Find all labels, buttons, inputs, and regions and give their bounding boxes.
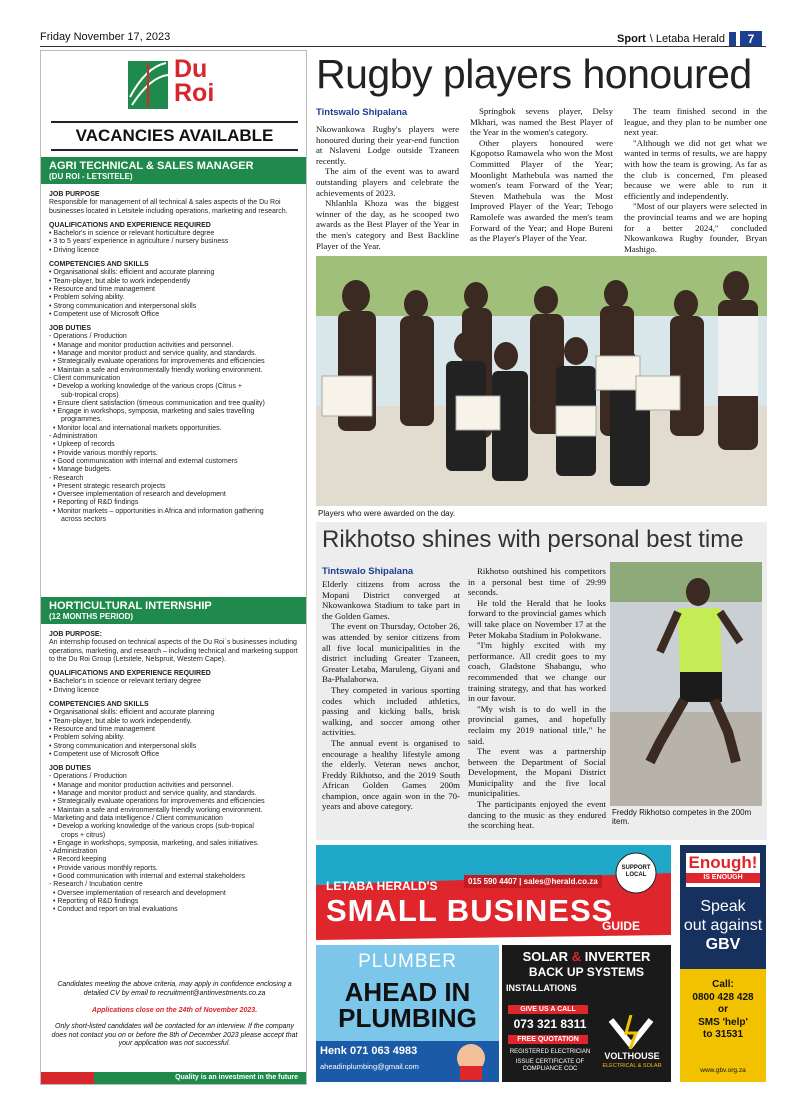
job1-band bbox=[41, 157, 306, 184]
plumbing-brand: AHEAD IN PLUMBING bbox=[338, 977, 477, 1033]
rugby-headline: Rugby players honoured bbox=[316, 51, 752, 97]
section-heading: JOB PURPOSE: bbox=[49, 631, 102, 638]
detail-line: • Develop a working knowledge of the various crops (Citrus + bbox=[53, 383, 243, 391]
solar-quote: FREE QUOTATION bbox=[508, 1035, 588, 1044]
section-name: Sport bbox=[617, 33, 646, 45]
detail-line: • Strong communication and interpersonal skills bbox=[49, 302, 197, 310]
detail-line: - Administration bbox=[49, 433, 98, 441]
article-paragraph: "I'm highly excited with my performance. All credit goes to my coach, Gladstone Shabangu, who recommended that we change our training strategy, and that has worked in our favour. bbox=[468, 640, 606, 704]
solar-inverter-ad bbox=[502, 945, 671, 1082]
duroi-logo-text: Du Roi bbox=[174, 55, 215, 107]
rugby-photo-caption: Players who were awarded on the day. bbox=[318, 509, 456, 518]
solar-installations: INSTALLATIONS bbox=[506, 983, 577, 993]
article-paragraph: The team finished second in the league, and they plan to be number one next year. bbox=[624, 106, 767, 138]
rugby-column-2 bbox=[470, 106, 613, 244]
rugby-players-photo bbox=[316, 256, 767, 506]
detail-line: • 3 to 5 years' experience in agriculture / nursery business bbox=[49, 238, 229, 246]
detail-line: • Engage in workshops, symposia, marketing and sales travelling bbox=[53, 408, 255, 416]
detail-line: • Maintain a safe and environmentally friendly working environment. bbox=[53, 806, 263, 814]
detail-line: • Oversee implementation of research and development bbox=[53, 491, 226, 499]
gbv-ad bbox=[680, 845, 766, 1082]
detail-line: • Organisational skills: efficient and accurate planning bbox=[49, 709, 215, 717]
rikhotso-headline: Rikhotso shines with personal best time bbox=[322, 526, 744, 553]
plumber-email: aheadinplumbing@gmail.com bbox=[320, 1062, 419, 1071]
detail-line: - Marketing and data intelligence / Client communication bbox=[49, 814, 223, 822]
job2-subtitle: (12 MONTHS PERIOD) bbox=[49, 612, 134, 621]
plumber-ad bbox=[316, 945, 499, 1082]
detail-line: - Operations / Production bbox=[49, 773, 127, 781]
detail-line: • Reporting of R&D findings bbox=[53, 897, 139, 905]
article-paragraph: Elderly citizens from across the Mopani District converged at Nkowankowa Stadium to take part in the Golden Games. bbox=[322, 579, 460, 621]
detail-line: • Organisational skills: efficient and accurate planning bbox=[49, 269, 215, 277]
solar-registered: REGISTERED ELECTRICIAN bbox=[509, 1049, 591, 1055]
detail-line: • Strong communication and interpersonal skills bbox=[49, 742, 197, 750]
detail-line: • Strategically evaluate operations for improvements and efficiencies bbox=[53, 798, 265, 806]
section-heading: COMPETENCIES AND SKILLS bbox=[49, 261, 149, 269]
paper-name: \ Letaba Herald bbox=[649, 33, 725, 45]
rugby-column-1 bbox=[316, 124, 459, 251]
plumber-icon bbox=[446, 1040, 496, 1080]
article-paragraph: Rikhotso outshined his competitors in a personal best time of 29:99 seconds. bbox=[468, 566, 606, 598]
page-header-right bbox=[617, 31, 762, 47]
detail-line: • Present strategic research projects bbox=[53, 482, 166, 490]
section-heading: QUALIFICATIONS AND EXPERIENCE REQUIRED bbox=[49, 670, 211, 678]
detail-line: • Problem solving ability. bbox=[49, 734, 125, 742]
section-heading: COMPETENCIES AND SKILLS bbox=[49, 701, 149, 709]
detail-line: Responsible for management of all technical & sales aspects of the Du Roi businesses located in Letsitele including operations, marketing and research. bbox=[49, 199, 288, 215]
job1-details bbox=[49, 185, 301, 524]
detail-line: • Manage and monitor product and service quality, and standards. bbox=[53, 350, 257, 358]
job1-subtitle: (DU ROI - LETSITELE) bbox=[49, 172, 133, 181]
detail-line: • Reporting of R&D findings bbox=[53, 499, 139, 507]
detail-line: • Ensure client satisfaction (timeous communication and tree quality) bbox=[53, 399, 265, 407]
detail-line: • Manage and monitor product and service quality, and standards. bbox=[53, 790, 257, 798]
gbv-website: www.gbv.org.za bbox=[700, 1067, 746, 1074]
detail-line: - Research bbox=[49, 474, 84, 482]
duroi-logo bbox=[126, 57, 236, 115]
plumber-title: PLUMBER bbox=[358, 951, 457, 972]
article-paragraph: "My wish is to do well in the provincial games, and hopefully reclaim my 2019 national title," he said. bbox=[468, 703, 606, 746]
detail-line: • Provide various monthly reports. bbox=[53, 449, 158, 457]
vacancies-title: VACANCIES AVAILABLE bbox=[51, 121, 298, 151]
gbv-contact: Call: 0800 428 428 or SMS 'help' to 31531 bbox=[692, 979, 754, 1040]
detail-line: • Provide various monthly reports. bbox=[53, 864, 158, 872]
sbg-guide: GUIDE bbox=[602, 919, 641, 933]
detail-line: • Upkeep of records bbox=[53, 441, 115, 449]
detail-line: • Develop a working knowledge of the various crops (sub-tropical bbox=[53, 823, 254, 831]
detail-line: • Engage in workshops, symposia, marketing, and sales initiatives. bbox=[53, 839, 259, 847]
rikhotso-column-1 bbox=[322, 579, 460, 812]
detail-line: • Team-player, but able to work independently. bbox=[49, 717, 192, 725]
gbv-message: Speak out against GBV bbox=[683, 898, 763, 953]
detail-line: • Conduct and report on trial evaluations bbox=[53, 906, 178, 914]
header-bar bbox=[729, 32, 736, 46]
detail-line: • Team-player, but able to work independently bbox=[49, 277, 191, 285]
rugby-byline: Tintswalo Shipalana bbox=[316, 107, 408, 118]
detail-line: - Research / Incubation centre bbox=[49, 881, 143, 889]
article-paragraph: The annual event is organised to encourage a healthy lifestyle among the elderly. Veteran news anchor, Freddy Rikhotso, and the 2019 South African Golden Games 200m champion, once again won in the 70-years and above category. bbox=[322, 737, 460, 812]
article-paragraph: The event was a partnership between the Department of Social Development, the Mopani District Municipality and the five local municipalities. bbox=[468, 746, 606, 799]
detail-line: • Competent use of Microsoft Office bbox=[49, 310, 160, 318]
rugby-column-3 bbox=[624, 106, 767, 254]
article-paragraph: Other players honoured were Kgopotso Ramawela who won the Most Committed Player of the Year; Moonlight Mathebula was named the women's team Forward of the Year; Steven Mathebula was the Most Improved Player of the Year; Tebogo Ramolefe was awarded the men's team Forward of the Year; and Hope Bureni as the Player's Player of the Year. bbox=[470, 137, 613, 244]
detail-line: • Driving licence bbox=[49, 246, 99, 254]
article-paragraph: "Although we did not get what we wanted in terms of results, we are happy with how the team is growing. As far as the club is concerned, I'm pleased because we were able to run it efficiently and independently. bbox=[624, 137, 767, 201]
detail-line: - Administration bbox=[49, 848, 98, 856]
detail-line: An internship focused on technical aspects of the Du Roi`s businesses including operations, marketing, and research – including technical and marketing support to the Du Roi Group (Letsitele, Nelspruit, Western Cape). bbox=[49, 639, 298, 663]
shortlist-text: Only short-listed candidates will be contacted for an interview. If the company does not contact you on or before the 8th of December 2023 please accept that your application was not successful. bbox=[51, 1023, 298, 1047]
page-date: Friday November 17, 2023 bbox=[40, 31, 171, 43]
support-local-badge: SUPPORT LOCAL bbox=[621, 865, 651, 878]
players-photo-image bbox=[316, 256, 767, 506]
runner-photo-image bbox=[610, 562, 762, 806]
detail-line: • Strategically evaluate operations for improvements and efficiencies bbox=[53, 358, 265, 366]
section-heading: JOB PURPOSE bbox=[49, 191, 100, 198]
detail-line: • Maintain a safe and environmentally friendly working environment. bbox=[53, 366, 263, 374]
section-heading: JOB DUTIES bbox=[49, 325, 92, 333]
duroi-logo-mark bbox=[126, 57, 170, 113]
header-rule bbox=[40, 46, 766, 47]
detail-line: sub-tropical crops) bbox=[61, 391, 119, 399]
enough-logo: Enough! IS ENOUGH bbox=[686, 853, 760, 887]
article-paragraph: They competed in various sporting codes which included athletics, passing and kicking balls, brisk walking, and soccer among other activities. bbox=[322, 684, 460, 738]
detail-line: • Problem solving ability. bbox=[49, 294, 125, 302]
solar-phone: 073 321 8311 bbox=[513, 1017, 587, 1031]
duroi-vacancies-ad bbox=[40, 50, 307, 1085]
rikhotso-photo-caption: Freddy Rikhotso competes in the 200m item. bbox=[612, 808, 752, 826]
section-heading: JOB DUTIES bbox=[49, 765, 92, 773]
detail-line: • Competent use of Microsoft Office bbox=[49, 750, 160, 758]
apply-text: Candidates meeting the above criteria, may apply in confidence enclosing a detailed CV by email to recruitment@antinvestments.co.za bbox=[57, 981, 292, 997]
volthouse-sub: ELECTRICAL & SOLAR bbox=[602, 1063, 662, 1069]
detail-line: • Resource and time management bbox=[49, 725, 155, 733]
detail-line: • Oversee implementation of research and development bbox=[53, 889, 226, 897]
rikhotso-photo bbox=[610, 562, 762, 806]
detail-line: • Driving licence bbox=[49, 686, 99, 694]
detail-line: • Manage and monitor production activities and personnel. bbox=[53, 781, 234, 789]
rikhotso-byline: Tintswalo Shipalana bbox=[322, 566, 414, 577]
sbg-main: SMALL BUSINESS bbox=[326, 893, 614, 928]
rikhotso-column-2 bbox=[468, 566, 606, 831]
quality-slogan: Quality is an investment in the future bbox=[41, 1072, 306, 1084]
detail-line: • Record keeping bbox=[53, 856, 107, 864]
volthouse-logo-icon bbox=[606, 1015, 656, 1049]
sbg-pre: LETABA HERALD'S bbox=[326, 879, 438, 893]
detail-line: programmes. bbox=[61, 416, 103, 424]
job2-band bbox=[41, 597, 306, 624]
solar-subtitle: BACK UP SYSTEMS bbox=[528, 965, 645, 979]
detail-line: - Operations / Production bbox=[49, 333, 127, 341]
small-business-guide-banner bbox=[316, 845, 671, 945]
solar-coc: ISSUE CERTIFICATE OF COMPLIANCE COC bbox=[515, 1059, 585, 1072]
article-paragraph: He told the Herald that he looks forward to the provincial games which will take place on November 17 at the Peter Mokaba Stadium in Polokwane. bbox=[468, 597, 606, 640]
job1-title: AGRI TECHNICAL & SALES MANAGER bbox=[49, 160, 254, 172]
plumber-phone: Henk 071 063 4983 bbox=[320, 1045, 418, 1057]
closing-date: Applications close on the 24th of November 2023. bbox=[91, 1007, 258, 1014]
detail-line: • Monitor local and international markets opportunities. bbox=[53, 424, 222, 432]
job2-title: HORTICULTURAL INTERNSHIP bbox=[49, 600, 212, 612]
detail-line: • Good communication with internal and external customers bbox=[53, 457, 238, 465]
detail-line: • Manage and monitor production activities and personnel. bbox=[53, 341, 234, 349]
solar-call: GIVE US A CALL bbox=[508, 1005, 588, 1014]
detail-line: - Client communication bbox=[49, 374, 121, 382]
section-heading: QUALIFICATIONS AND EXPERIENCE REQUIRED bbox=[49, 221, 211, 229]
detail-line: • Bachelor's in science or relevant horticulture degree bbox=[49, 230, 215, 238]
detail-line: • Bachelor's in science or relevant tertiary degree bbox=[49, 678, 202, 686]
article-paragraph: Nhlanhla Khoza was the biggest winner of the day, as he scooped two awards as the Best Player of the Year in the men's category and Best Backline Player of the Year. bbox=[316, 198, 459, 251]
job2-details bbox=[49, 625, 301, 915]
page-number: 7 bbox=[740, 31, 762, 47]
solar-title: SOLAR & INVERTER bbox=[522, 949, 651, 964]
sbg-phone: 015 590 4407 | sales@herald.co.za bbox=[464, 875, 602, 888]
detail-line: across sectors bbox=[61, 515, 107, 523]
article-paragraph: Springbok sevens player, Delsy Mkhari, was named the Best Player of the Year in the women's category. bbox=[470, 106, 613, 138]
article-paragraph: The event on Thursday, October 26, was attended by senior citizens from all five local municipalities in the district including Greater Tzaneen, Greater Letaba, Maruleng, Giyani and Ba-Phalaborwa. bbox=[322, 621, 460, 685]
detail-line: • Good communication with internal and external stakeholders bbox=[53, 873, 245, 881]
detail-line: crops + citrus) bbox=[61, 831, 106, 839]
article-paragraph: Nkowankowa Rugby's players were honoured during their year-end function at Nslaveni Lodge outside Tzaneen recently. bbox=[316, 124, 459, 166]
detail-line: • Resource and time management bbox=[49, 285, 155, 293]
article-paragraph: The aim of the event was to award outstanding players and celebrate the achievements of 2023. bbox=[316, 166, 459, 198]
detail-line: • Manage budgets. bbox=[53, 466, 112, 474]
detail-line: • Monitor markets – opportunities in Africa and information gathering bbox=[53, 507, 264, 515]
article-paragraph: "Most of our players were selected in the provincial teams and we are hoping for a better 2024," concluded Nkowankowa Rugby founder, Bryan Mashigo. bbox=[624, 201, 767, 254]
article-paragraph: The participants enjoyed the event dancing to the music as they endured the scorching heat. bbox=[468, 799, 606, 831]
volthouse-brand: VOLTHOUSE bbox=[604, 1051, 660, 1061]
